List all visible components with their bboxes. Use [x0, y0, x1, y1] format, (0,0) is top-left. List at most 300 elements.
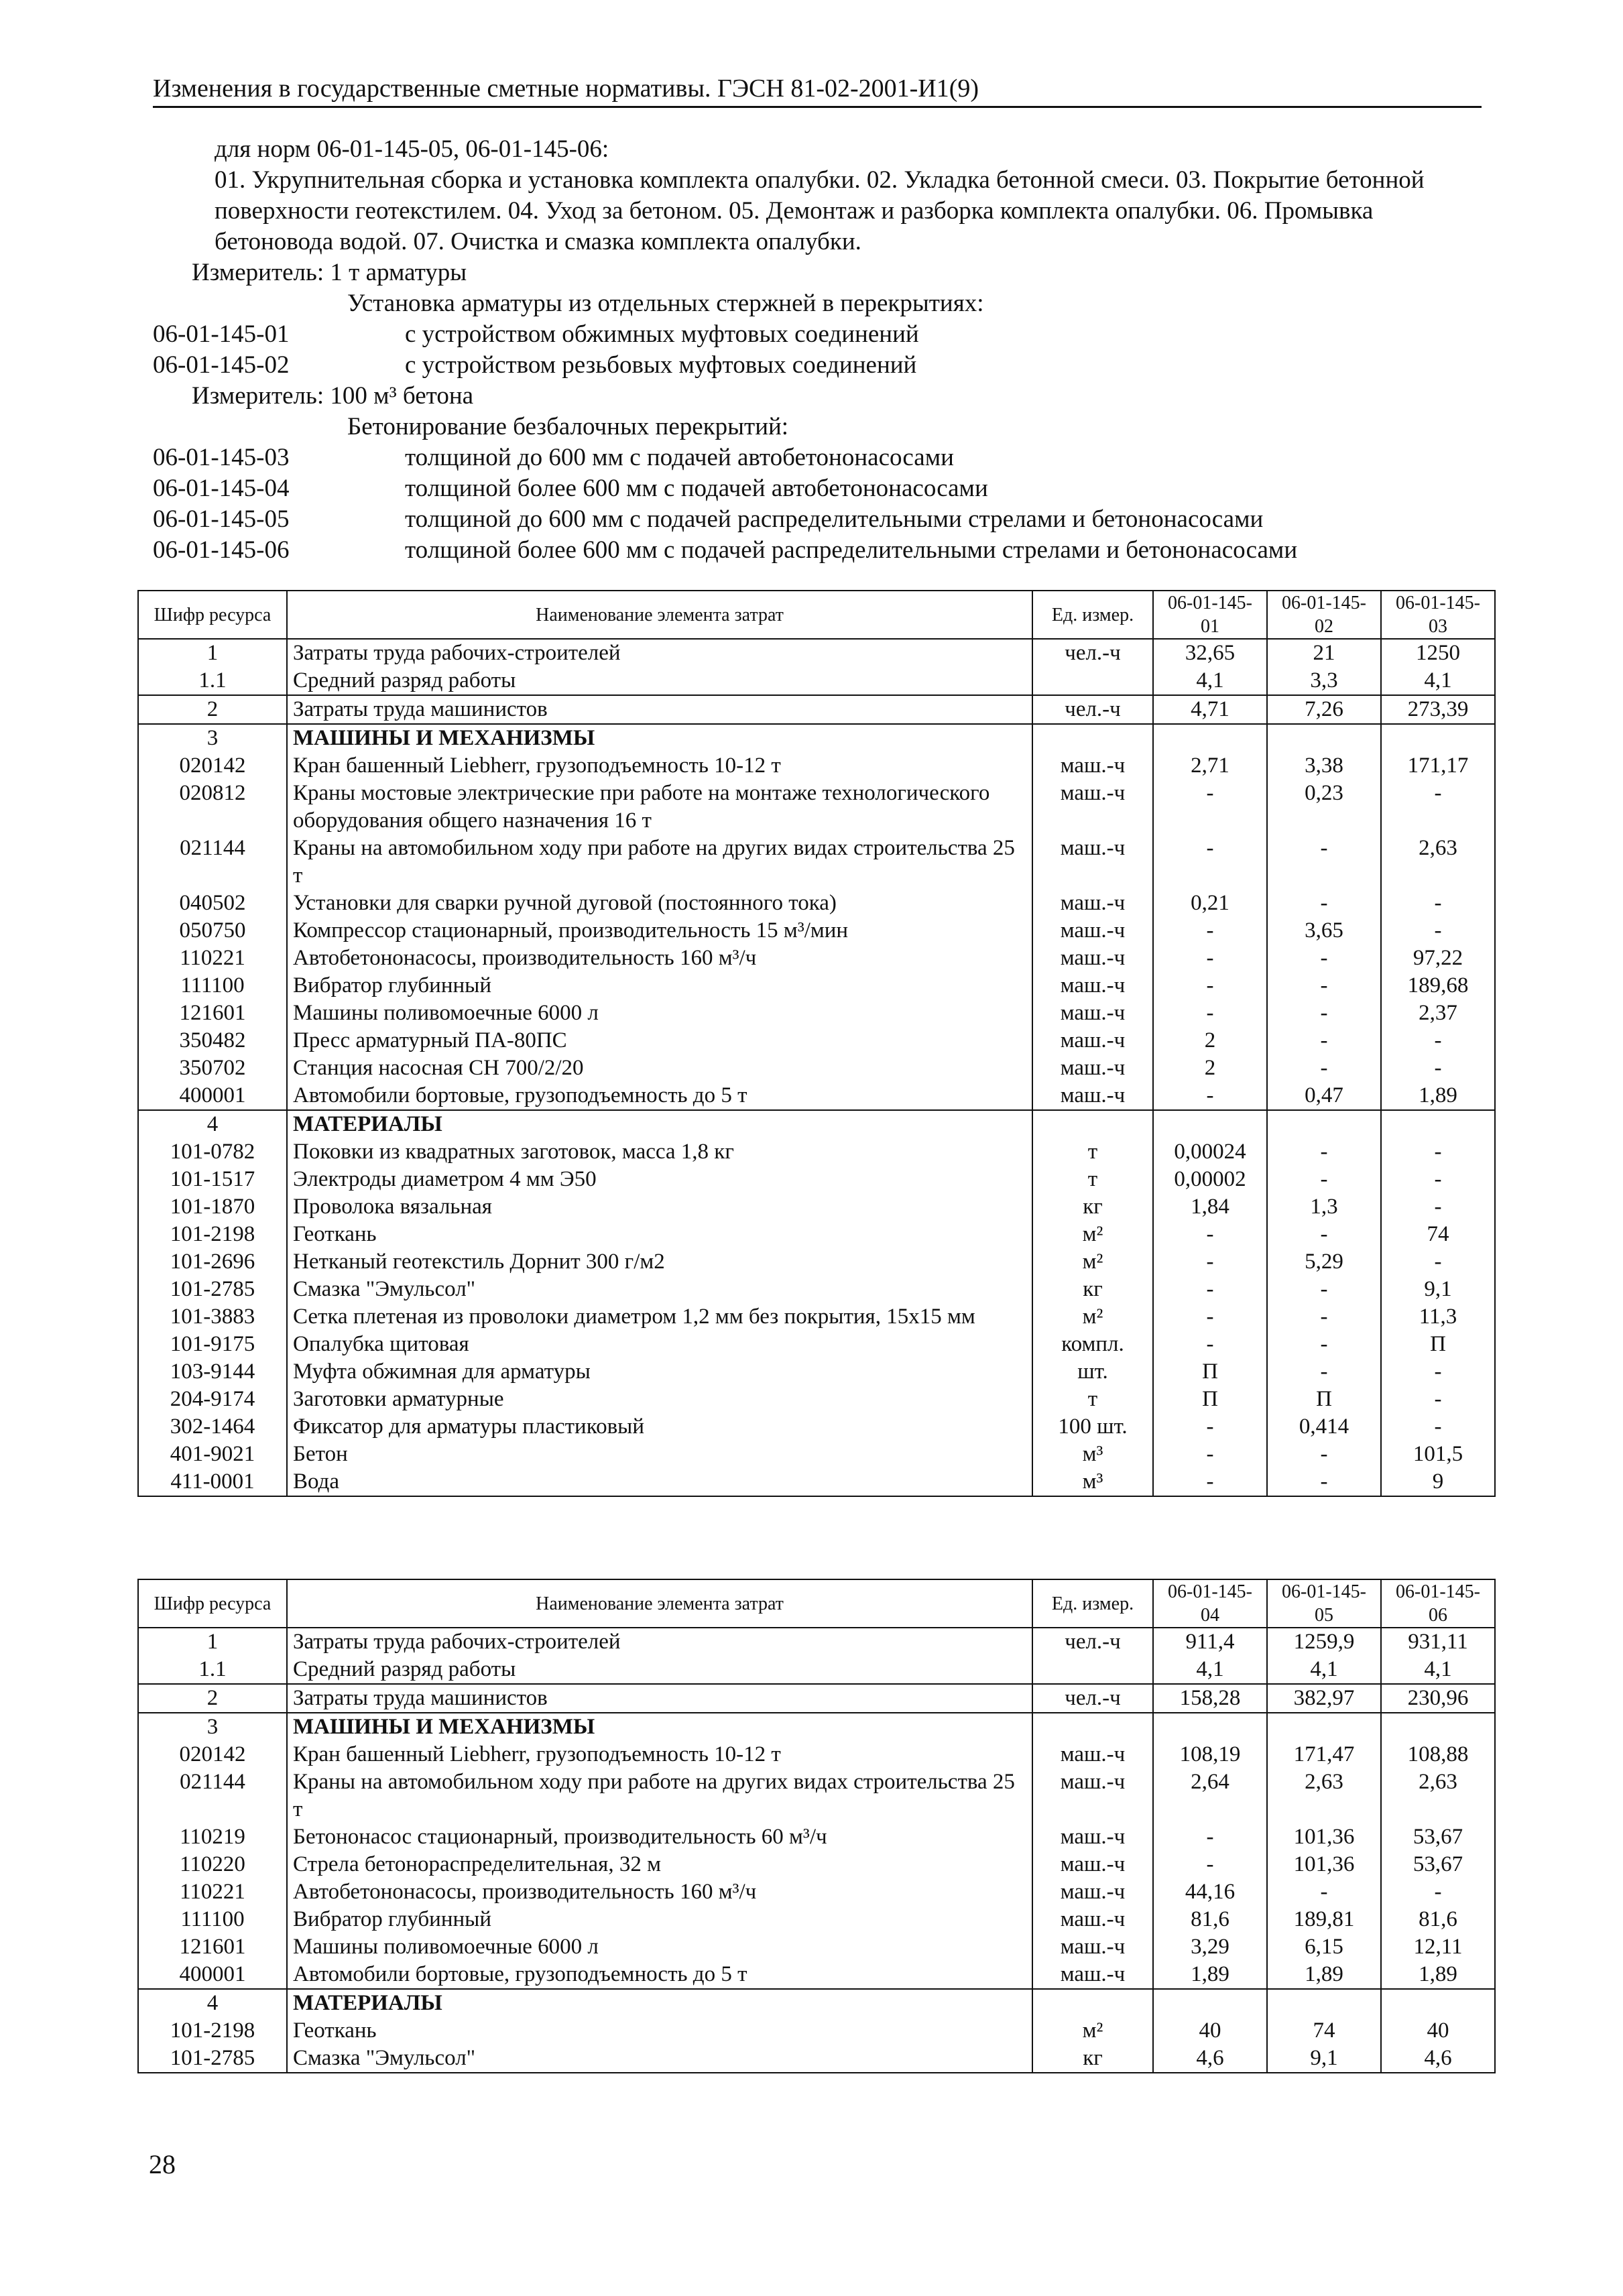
header-unit: Ед. измер. [1032, 591, 1153, 639]
norm-value-cell: 1,89 [1267, 1961, 1381, 1989]
norm-value-cell: - [1267, 1331, 1381, 1358]
cost-element-cell: Компрессор стационарный, производительность 15 м³/мин [287, 917, 1032, 945]
norm-value-cell: 189,81 [1267, 1906, 1381, 1933]
unit-cell [1032, 667, 1153, 695]
resource-code-cell: 401-9021 [138, 1441, 287, 1468]
resource-code-cell: 111100 [138, 972, 287, 1000]
norm-value-cell: 4,71 [1153, 695, 1267, 724]
resource-code-cell: 101-2198 [138, 2017, 287, 2045]
table-header-row [138, 1579, 1495, 1628]
resource-code-cell: 121601 [138, 1000, 287, 1027]
norm-value-cell: - [1153, 1823, 1267, 1851]
resource-code-cell: 111100 [138, 1906, 287, 1933]
table-row [138, 1656, 1495, 1684]
unit-cell: маш.-ч [1032, 1823, 1153, 1851]
resource-code-cell: 4 [138, 1989, 287, 2017]
resource-code-cell: 350702 [138, 1054, 287, 1082]
norm-value-cell [1153, 724, 1267, 752]
norm-value-cell: 101,5 [1381, 1441, 1495, 1468]
unit-cell: чел.-ч [1032, 1628, 1153, 1656]
cost-element-cell: Нетканый геотекстиль Дорнит 300 г/м2 [287, 1248, 1032, 1276]
norm-value-cell: 53,67 [1381, 1851, 1495, 1878]
norm-value-cell: 12,11 [1381, 1933, 1495, 1961]
norm-value-cell: 101,36 [1267, 1851, 1381, 1878]
cost-element-cell: Установки для сварки ручной дуговой (постоянного тока) [287, 890, 1032, 917]
header-norm-col: 06-01-145-01 [1153, 591, 1267, 639]
norm-value-cell: - [1381, 1386, 1495, 1413]
norm-value-cell: - [1153, 1248, 1267, 1276]
norm-value-cell: 108,19 [1153, 1741, 1267, 1768]
norm-value-cell: 40 [1153, 2017, 1267, 2045]
table-row [138, 2045, 1495, 2073]
norm-value-cell: - [1153, 780, 1267, 835]
header-norm-col: 06-01-145-02 [1267, 591, 1381, 639]
table-row [138, 1684, 1495, 1713]
norm-value-cell: 3,29 [1153, 1933, 1267, 1961]
unit-cell: т [1032, 1386, 1153, 1413]
cost-element-cell: Автомобили бортовые, грузоподъемность до 5 т [287, 1082, 1032, 1110]
norm-value-cell [1381, 724, 1495, 752]
table-row [138, 1628, 1495, 1656]
norm-group-heading-2: Бетонирование безбалочных перекрытий: [347, 413, 789, 440]
resource-code-cell: 411-0001 [138, 1468, 287, 1496]
unit-cell: компл. [1032, 1331, 1153, 1358]
norm-value-cell: 108,88 [1381, 1741, 1495, 1768]
unit-cell: маш.-ч [1032, 835, 1153, 890]
cost-element-cell: Вибратор глубинный [287, 1906, 1032, 1933]
norm-value-cell: 2,71 [1153, 752, 1267, 780]
norm-description: с устройством резьбовых муфтовых соединений [405, 351, 917, 379]
cost-element-cell: Смазка "Эмульсол" [287, 2045, 1032, 2073]
norm-line [153, 350, 1482, 381]
norm-value-cell [1381, 1989, 1495, 2017]
table-row [138, 695, 1495, 724]
norm-value-cell: 0,414 [1267, 1413, 1381, 1441]
table-row [138, 835, 1495, 890]
norm-value-cell: - [1267, 890, 1381, 917]
resource-code-cell: 101-0782 [138, 1138, 287, 1166]
resource-code-cell: 101-2785 [138, 1276, 287, 1303]
unit-cell [1032, 1989, 1153, 2017]
cost-element-cell: Стрела бетонораспределительная, 32 м [287, 1851, 1032, 1878]
norm-value-cell [1153, 1110, 1267, 1138]
resource-code-cell: 020142 [138, 1741, 287, 1768]
norm-description: толщиной более 600 мм с подачей распределительными стрелами и бетононасосами [405, 536, 1298, 564]
norm-value-cell: - [1153, 1851, 1267, 1878]
norm-value-cell: 0,23 [1267, 780, 1381, 835]
unit-cell: м² [1032, 2017, 1153, 2045]
norm-value-cell: 4,1 [1153, 1656, 1267, 1684]
unit-cell: кг [1032, 1276, 1153, 1303]
norm-value-cell: 4,6 [1153, 2045, 1267, 2073]
cost-element-cell: Кран башенный Liebherr, грузоподъемность 10-12 т [287, 752, 1032, 780]
norm-value-cell: П [1153, 1386, 1267, 1413]
norm-code: 06-01-145-05 [153, 505, 290, 533]
norm-value-cell [1267, 1110, 1381, 1138]
norm-value-cell: 4,1 [1381, 1656, 1495, 1684]
cost-element-cell: Автобетононасосы, производительность 160 м³/ч [287, 945, 1032, 972]
norm-value-cell: 74 [1381, 1221, 1495, 1248]
unit-cell: маш.-ч [1032, 917, 1153, 945]
norm-value-cell: - [1267, 945, 1381, 972]
cost-element-cell: Бетон [287, 1441, 1032, 1468]
norm-value-cell: - [1153, 917, 1267, 945]
norm-value-cell: 3,38 [1267, 752, 1381, 780]
norm-value-cell: 4,6 [1381, 2045, 1495, 2073]
table-row [138, 1303, 1495, 1331]
resource-code-cell: 020142 [138, 752, 287, 780]
norm-value-cell [1381, 1110, 1495, 1138]
norm-value-cell: 44,16 [1153, 1878, 1267, 1906]
norm-value-cell: 40 [1381, 2017, 1495, 2045]
norm-value-cell: 0,00024 [1153, 1138, 1267, 1166]
resource-code-cell: 1 [138, 639, 287, 667]
table-row [138, 1248, 1495, 1276]
unit-cell: м² [1032, 1221, 1153, 1248]
resource-code-cell: 110219 [138, 1823, 287, 1851]
cost-element-cell: МАШИНЫ И МЕХАНИЗМЫ [287, 1713, 1032, 1741]
resource-code-cell: 1 [138, 1628, 287, 1656]
norm-value-cell: - [1153, 1000, 1267, 1027]
cost-element-cell: Электроды диаметром 4 мм Э50 [287, 1166, 1032, 1193]
table-row [138, 1193, 1495, 1221]
unit-cell: маш.-ч [1032, 780, 1153, 835]
table-row [138, 667, 1495, 695]
norm-value-cell [1153, 1989, 1267, 2017]
norm-value-cell: - [1381, 1413, 1495, 1441]
norm-value-cell: - [1267, 1027, 1381, 1054]
norm-value-cell [1381, 1713, 1495, 1741]
table-row [138, 1000, 1495, 1027]
table-row [138, 890, 1495, 917]
unit-cell: м² [1032, 1248, 1153, 1276]
norm-value-cell: 158,28 [1153, 1684, 1267, 1713]
header-resource-code: Шифр ресурса [138, 1579, 287, 1628]
norm-value-cell: 0,47 [1267, 1082, 1381, 1110]
norm-value-cell: 1259,9 [1267, 1628, 1381, 1656]
table-row [138, 1713, 1495, 1741]
resource-code-cell: 400001 [138, 1961, 287, 1989]
resource-code-cell: 101-1517 [138, 1166, 287, 1193]
norm-value-cell [1267, 1989, 1381, 2017]
resource-code-cell: 021144 [138, 835, 287, 890]
table-row [138, 1276, 1495, 1303]
norm-value-cell: - [1267, 1468, 1381, 1496]
cost-element-cell: Средний разряд работы [287, 1656, 1032, 1684]
norm-value-cell: 3,3 [1267, 667, 1381, 695]
resource-code-cell: 350482 [138, 1027, 287, 1054]
norm-value-cell: - [1381, 890, 1495, 917]
cost-element-cell: МАШИНЫ И МЕХАНИЗМЫ [287, 724, 1032, 752]
unit-cell [1032, 1713, 1153, 1741]
norm-value-cell: - [1267, 1358, 1381, 1386]
unit-cell: маш.-ч [1032, 1906, 1153, 1933]
header-norm-col: 06-01-145-06 [1381, 1579, 1495, 1628]
cost-element-cell: Машины поливомоечные 6000 л [287, 1933, 1032, 1961]
cost-element-cell: МАТЕРИАЛЫ [287, 1110, 1032, 1138]
resource-code-cell: 2 [138, 695, 287, 724]
norm-value-cell: 1,89 [1153, 1961, 1267, 1989]
resource-code-cell: 101-1870 [138, 1193, 287, 1221]
cost-element-cell: Геоткань [287, 1221, 1032, 1248]
norm-value-cell: 189,68 [1381, 972, 1495, 1000]
norm-value-cell: - [1381, 1878, 1495, 1906]
table-row [138, 1413, 1495, 1441]
table-row [138, 1851, 1495, 1878]
norm-value-cell: П [1381, 1331, 1495, 1358]
norm-value-cell [1267, 1713, 1381, 1741]
resource-code-cell: 121601 [138, 1933, 287, 1961]
cost-element-cell: Краны на автомобильном ходу при работе на других видах строительства 25 т [287, 1768, 1032, 1823]
cost-element-cell: Геоткань [287, 2017, 1032, 2045]
norm-value-cell: 1,89 [1381, 1961, 1495, 1989]
norm-value-cell [1153, 1713, 1267, 1741]
table-row [138, 1989, 1495, 2017]
cost-element-cell: Затраты труда рабочих-строителей [287, 1628, 1032, 1656]
norm-value-cell: 171,17 [1381, 752, 1495, 780]
unit-cell: кг [1032, 2045, 1153, 2073]
running-header: Изменения в государственные сметные нормативы. ГЭСН 81-02-2001-И1(9) [153, 72, 1482, 108]
unit-cell: маш.-ч [1032, 1768, 1153, 1823]
unit-cell: чел.-ч [1032, 1684, 1153, 1713]
norm-value-cell: - [1381, 1358, 1495, 1386]
table-row [138, 1138, 1495, 1166]
cost-element-cell: Кран башенный Liebherr, грузоподъемность 10-12 т [287, 1741, 1032, 1768]
table-row [138, 1768, 1495, 1823]
norm-value-cell: 3,65 [1267, 917, 1381, 945]
table-row [138, 1933, 1495, 1961]
table-row [138, 945, 1495, 972]
norm-value-cell: 273,39 [1381, 695, 1495, 724]
norm-value-cell: - [1381, 780, 1495, 835]
cost-element-cell: Бетононасос стационарный, производительность 60 м³/ч [287, 1823, 1032, 1851]
resource-code-cell: 1.1 [138, 1656, 287, 1684]
norm-value-cell: 2 [1153, 1027, 1267, 1054]
norm-value-cell: 9 [1381, 1468, 1495, 1496]
cost-element-cell: Проволока вязальная [287, 1193, 1032, 1221]
norm-value-cell: 2 [1153, 1054, 1267, 1082]
norm-value-cell: 2,63 [1381, 835, 1495, 890]
resource-code-cell: 110220 [138, 1851, 287, 1878]
norm-value-cell: - [1153, 1082, 1267, 1110]
norm-value-cell: 81,6 [1381, 1906, 1495, 1933]
unit-cell: маш.-ч [1032, 1054, 1153, 1082]
norm-line [153, 504, 1482, 535]
cost-element-cell: Вибратор глубинный [287, 972, 1032, 1000]
norm-value-cell: П [1267, 1386, 1381, 1413]
norm-value-cell: - [1381, 1248, 1495, 1276]
norm-value-cell: 1,89 [1381, 1082, 1495, 1110]
cost-element-cell: Краны на автомобильном ходу при работе на других видах строительства 25 т [287, 835, 1032, 890]
norm-value-cell: - [1153, 1303, 1267, 1331]
table-row [138, 639, 1495, 667]
cost-element-cell: Средний разряд работы [287, 667, 1032, 695]
unit-cell: шт. [1032, 1358, 1153, 1386]
norm-value-cell: - [1381, 1193, 1495, 1221]
table-row [138, 1906, 1495, 1933]
resource-code-cell: 204-9174 [138, 1386, 287, 1413]
norm-value-cell: - [1153, 972, 1267, 1000]
work-composition [153, 165, 1482, 257]
unit-cell: м² [1032, 1303, 1153, 1331]
resource-code-cell: 101-3883 [138, 1303, 287, 1331]
norm-value-cell: 911,4 [1153, 1628, 1267, 1656]
unit-cell: маш.-ч [1032, 752, 1153, 780]
norm-line [153, 473, 1482, 504]
norm-value-cell: 11,3 [1381, 1303, 1495, 1331]
table-row [138, 917, 1495, 945]
norm-value-cell: - [1153, 835, 1267, 890]
unit-cell: т [1032, 1166, 1153, 1193]
table-header-row [138, 591, 1495, 639]
cost-element-cell: Автобетононасосы, производительность 160 м³/ч [287, 1878, 1032, 1906]
resource-code-cell: 3 [138, 724, 287, 752]
norm-value-cell: - [1381, 1138, 1495, 1166]
unit-cell: маш.-ч [1032, 1000, 1153, 1027]
norm-code: 06-01-145-04 [153, 475, 290, 502]
unit-cell: чел.-ч [1032, 639, 1153, 667]
norm-intro [153, 134, 1482, 566]
norm-line [153, 319, 1482, 350]
norm-value-cell: 0,21 [1153, 890, 1267, 917]
table-row [138, 1358, 1495, 1386]
norm-value-cell: - [1267, 1138, 1381, 1166]
table-row [138, 1823, 1495, 1851]
resource-code-cell: 020812 [138, 780, 287, 835]
unit-cell: чел.-ч [1032, 695, 1153, 724]
unit-cell: маш.-ч [1032, 945, 1153, 972]
unit-cell: 100 шт. [1032, 1413, 1153, 1441]
norm-value-cell: 2,37 [1381, 1000, 1495, 1027]
norm-value-cell: 9,1 [1267, 2045, 1381, 2073]
norm-value-cell: 53,67 [1381, 1823, 1495, 1851]
table-row [138, 1110, 1495, 1138]
table-row [138, 1468, 1495, 1496]
header-norm-col: 06-01-145-04 [1153, 1579, 1267, 1628]
cost-element-cell: Затраты труда машинистов [287, 1684, 1032, 1713]
table-row [138, 1386, 1495, 1413]
cost-element-cell: Сетка плетеная из проволоки диаметром 1,2 мм без покрытия, 15х15 мм [287, 1303, 1032, 1331]
resource-code-cell: 101-2785 [138, 2045, 287, 2073]
norm-value-cell: - [1153, 1221, 1267, 1248]
norm-code: 06-01-145-06 [153, 536, 290, 564]
resource-table-1 [137, 590, 1496, 1497]
norm-description: с устройством обжимных муфтовых соединений [405, 320, 919, 348]
resource-code-cell: 101-9175 [138, 1331, 287, 1358]
resource-code-cell: 1.1 [138, 667, 287, 695]
norm-description: толщиной до 600 мм с подачей распределительными стрелами и бетононасосами [405, 505, 1264, 533]
resource-code-cell: 3 [138, 1713, 287, 1741]
cost-element-cell: Машины поливомоечные 6000 л [287, 1000, 1032, 1027]
table-row [138, 1082, 1495, 1110]
resource-table-2 [137, 1579, 1496, 2073]
resource-code-cell: 302-1464 [138, 1413, 287, 1441]
norm-code: 06-01-145-03 [153, 444, 290, 471]
resource-code-cell: 110221 [138, 945, 287, 972]
norm-value-cell: 931,11 [1381, 1628, 1495, 1656]
cost-element-cell: Затраты труда рабочих-строителей [287, 639, 1032, 667]
norm-value-cell: 21 [1267, 639, 1381, 667]
norm-value-cell: 97,22 [1381, 945, 1495, 972]
norm-description: толщиной до 600 мм с подачей автобетононасосами [405, 444, 954, 471]
norm-group-heading-1: Установка арматуры из отдельных стержней в перекрытиях: [347, 290, 984, 317]
unit-cell: маш.-ч [1032, 1961, 1153, 1989]
norm-value-cell: 171,47 [1267, 1741, 1381, 1768]
cost-element-cell: Пресс арматурный ПА-80ПС [287, 1027, 1032, 1054]
cost-element-cell: Смазка "Эмульсол" [287, 1276, 1032, 1303]
header-norm-col: 06-01-145-05 [1267, 1579, 1381, 1628]
cost-element-cell: Вода [287, 1468, 1032, 1496]
norm-value-cell: - [1381, 1027, 1495, 1054]
norm-value-cell: 74 [1267, 2017, 1381, 2045]
norm-value-cell: 0,00002 [1153, 1166, 1267, 1193]
norm-value-cell: П [1153, 1358, 1267, 1386]
unit-cell: маш.-ч [1032, 1741, 1153, 1768]
cost-element-cell: Заготовки арматурные [287, 1386, 1032, 1413]
unit-cell: маш.-ч [1032, 1851, 1153, 1878]
resource-code-cell: 4 [138, 1110, 287, 1138]
header-cost-element: Наименование элемента затрат [287, 1579, 1032, 1628]
norm-value-cell: 5,29 [1267, 1248, 1381, 1276]
unit-cell [1032, 1110, 1153, 1138]
resource-code-cell: 101-2198 [138, 1221, 287, 1248]
norm-value-cell: - [1267, 1000, 1381, 1027]
cost-element-cell: Краны мостовые электрические при работе на монтаже технологического оборудования общего назначения 16 т [287, 780, 1032, 835]
norm-value-cell: 4,1 [1381, 667, 1495, 695]
resource-code-cell: 103-9144 [138, 1358, 287, 1386]
header-norm-col: 06-01-145-03 [1381, 591, 1495, 639]
norm-value-cell: - [1267, 972, 1381, 1000]
table-row [138, 1027, 1495, 1054]
norm-value-cell: - [1267, 1166, 1381, 1193]
table-row [138, 780, 1495, 835]
norm-value-cell: - [1153, 1441, 1267, 1468]
norm-value-cell: - [1153, 1276, 1267, 1303]
norm-value-cell: 81,6 [1153, 1906, 1267, 1933]
cost-element-cell: Муфта обжимная для арматуры [287, 1358, 1032, 1386]
meter-line-2: Измеритель: 100 м³ бетона [192, 382, 474, 410]
cost-element-cell: Станция насосная СН 700/2/20 [287, 1054, 1032, 1082]
cost-element-cell: Автомобили бортовые, грузоподъемность до 5 т [287, 1961, 1032, 1989]
header-cost-element: Наименование элемента затрат [287, 591, 1032, 639]
norm-value-cell: 32,65 [1153, 639, 1267, 667]
resource-code-cell: 021144 [138, 1768, 287, 1823]
table-row [138, 972, 1495, 1000]
table-row [138, 1441, 1495, 1468]
cost-element-cell: МАТЕРИАЛЫ [287, 1989, 1032, 2017]
norm-value-cell: 101,36 [1267, 1823, 1381, 1851]
unit-cell: маш.-ч [1032, 890, 1153, 917]
cost-element-cell: Фиксатор для арматуры пластиковый [287, 1413, 1032, 1441]
header-unit: Ед. измер. [1032, 1579, 1153, 1628]
norm-value-cell: 4,1 [1153, 667, 1267, 695]
norm-value-cell: 2,63 [1381, 1768, 1495, 1823]
resource-code-cell: 2 [138, 1684, 287, 1713]
table-row [138, 724, 1495, 752]
unit-cell: маш.-ч [1032, 972, 1153, 1000]
table-row [138, 1878, 1495, 1906]
unit-cell: м³ [1032, 1468, 1153, 1496]
resource-code-cell: 040502 [138, 890, 287, 917]
norm-value-cell: - [1267, 1054, 1381, 1082]
norm-line [153, 442, 1482, 473]
for-norms-line: для норм 06-01-145-05, 06-01-145-06: [215, 135, 609, 163]
cost-element-cell: Затраты труда машинистов [287, 695, 1032, 724]
table-row [138, 1741, 1495, 1768]
norm-value-cell: 7,26 [1267, 695, 1381, 724]
unit-cell: т [1032, 1138, 1153, 1166]
norm-value-cell: 230,96 [1381, 1684, 1495, 1713]
